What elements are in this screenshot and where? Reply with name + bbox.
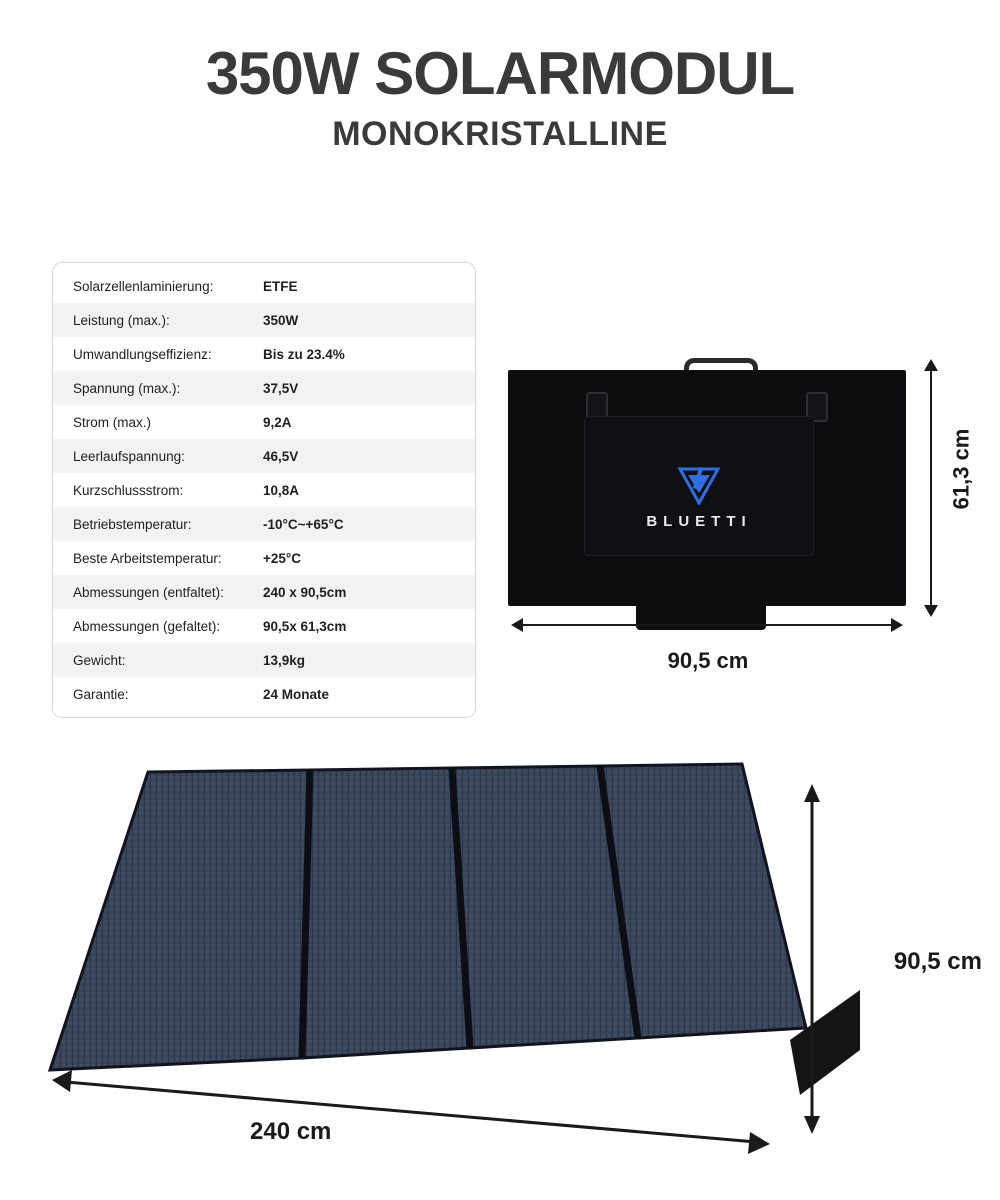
spec-table <box>52 262 476 718</box>
spec-value: ETFE <box>263 278 298 294</box>
table-row <box>53 507 475 541</box>
table-row <box>53 575 475 609</box>
spec-value: 46,5V <box>263 448 299 464</box>
table-row <box>53 609 475 643</box>
folded-panel-illustration <box>508 352 974 692</box>
spec-label: Gewicht: <box>73 652 126 668</box>
unfolded-height-label: 90,5 cm <box>893 948 982 975</box>
table-row <box>53 677 475 711</box>
page-title: 350W SOLARMODUL <box>205 40 795 107</box>
header <box>0 0 1000 154</box>
height-dimension-arrow <box>930 370 932 606</box>
spec-value: 24 Monate <box>263 686 330 702</box>
brand-label: BLUETTI <box>646 513 752 530</box>
table-row <box>53 303 475 337</box>
folded-panel-pocket <box>584 416 814 556</box>
spec-value: 37,5V <box>263 380 299 396</box>
spec-label: Beste Arbeitstemperatur: <box>73 550 222 566</box>
width-dimension-arrow <box>522 624 892 626</box>
spec-value: 350W <box>263 312 299 328</box>
bluetti-logo-icon <box>676 465 722 505</box>
spec-label: Kurzschlussstrom: <box>73 482 184 498</box>
folded-height-label: 61,3 cm <box>948 428 974 510</box>
folded-panel-stand <box>636 604 766 630</box>
unfolded-width-label: 240 cm <box>250 1118 332 1145</box>
table-row <box>53 405 475 439</box>
spec-label: Betriebstemperatur: <box>73 516 192 532</box>
table-row <box>53 269 475 303</box>
table-row <box>53 541 475 575</box>
spec-value: Bis zu 23.4% <box>263 346 345 362</box>
folded-panel-body <box>508 370 906 606</box>
table-row <box>53 337 475 371</box>
spec-value: -10°C~+65°C <box>263 516 344 532</box>
table-row <box>53 371 475 405</box>
spec-value: 13,9kg <box>263 652 306 668</box>
table-row <box>53 473 475 507</box>
spec-label: Strom (max.) <box>73 414 152 430</box>
unfolded-panel-graphic <box>0 740 1000 1190</box>
page-subtitle: MONOKRISTALLINE <box>332 115 668 153</box>
table-row <box>53 643 475 677</box>
spec-value: 9,2A <box>263 414 292 430</box>
spec-value: 90,5x 61,3cm <box>263 618 347 634</box>
spec-value: 240 x 90,5cm <box>263 584 347 600</box>
folded-width-label: 90,5 cm <box>667 648 749 673</box>
spec-value: 10,8A <box>263 482 300 498</box>
table-row <box>53 439 475 473</box>
spec-label: Garantie: <box>73 686 129 702</box>
spec-value: +25°C <box>263 550 302 566</box>
spec-label: Solarzellenlaminierung: <box>73 278 214 294</box>
unfolded-panel-illustration <box>0 740 1000 1190</box>
spec-label: Spannung (max.): <box>73 380 181 396</box>
spec-label: Umwandlungseffizienz: <box>73 346 212 362</box>
spec-label: Leistung (max.): <box>73 312 170 328</box>
spec-label: Leerlaufspannung: <box>73 448 185 464</box>
spec-label: Abmessungen (entfaltet): <box>73 584 224 600</box>
spec-label: Abmessungen (gefaltet): <box>73 618 221 634</box>
